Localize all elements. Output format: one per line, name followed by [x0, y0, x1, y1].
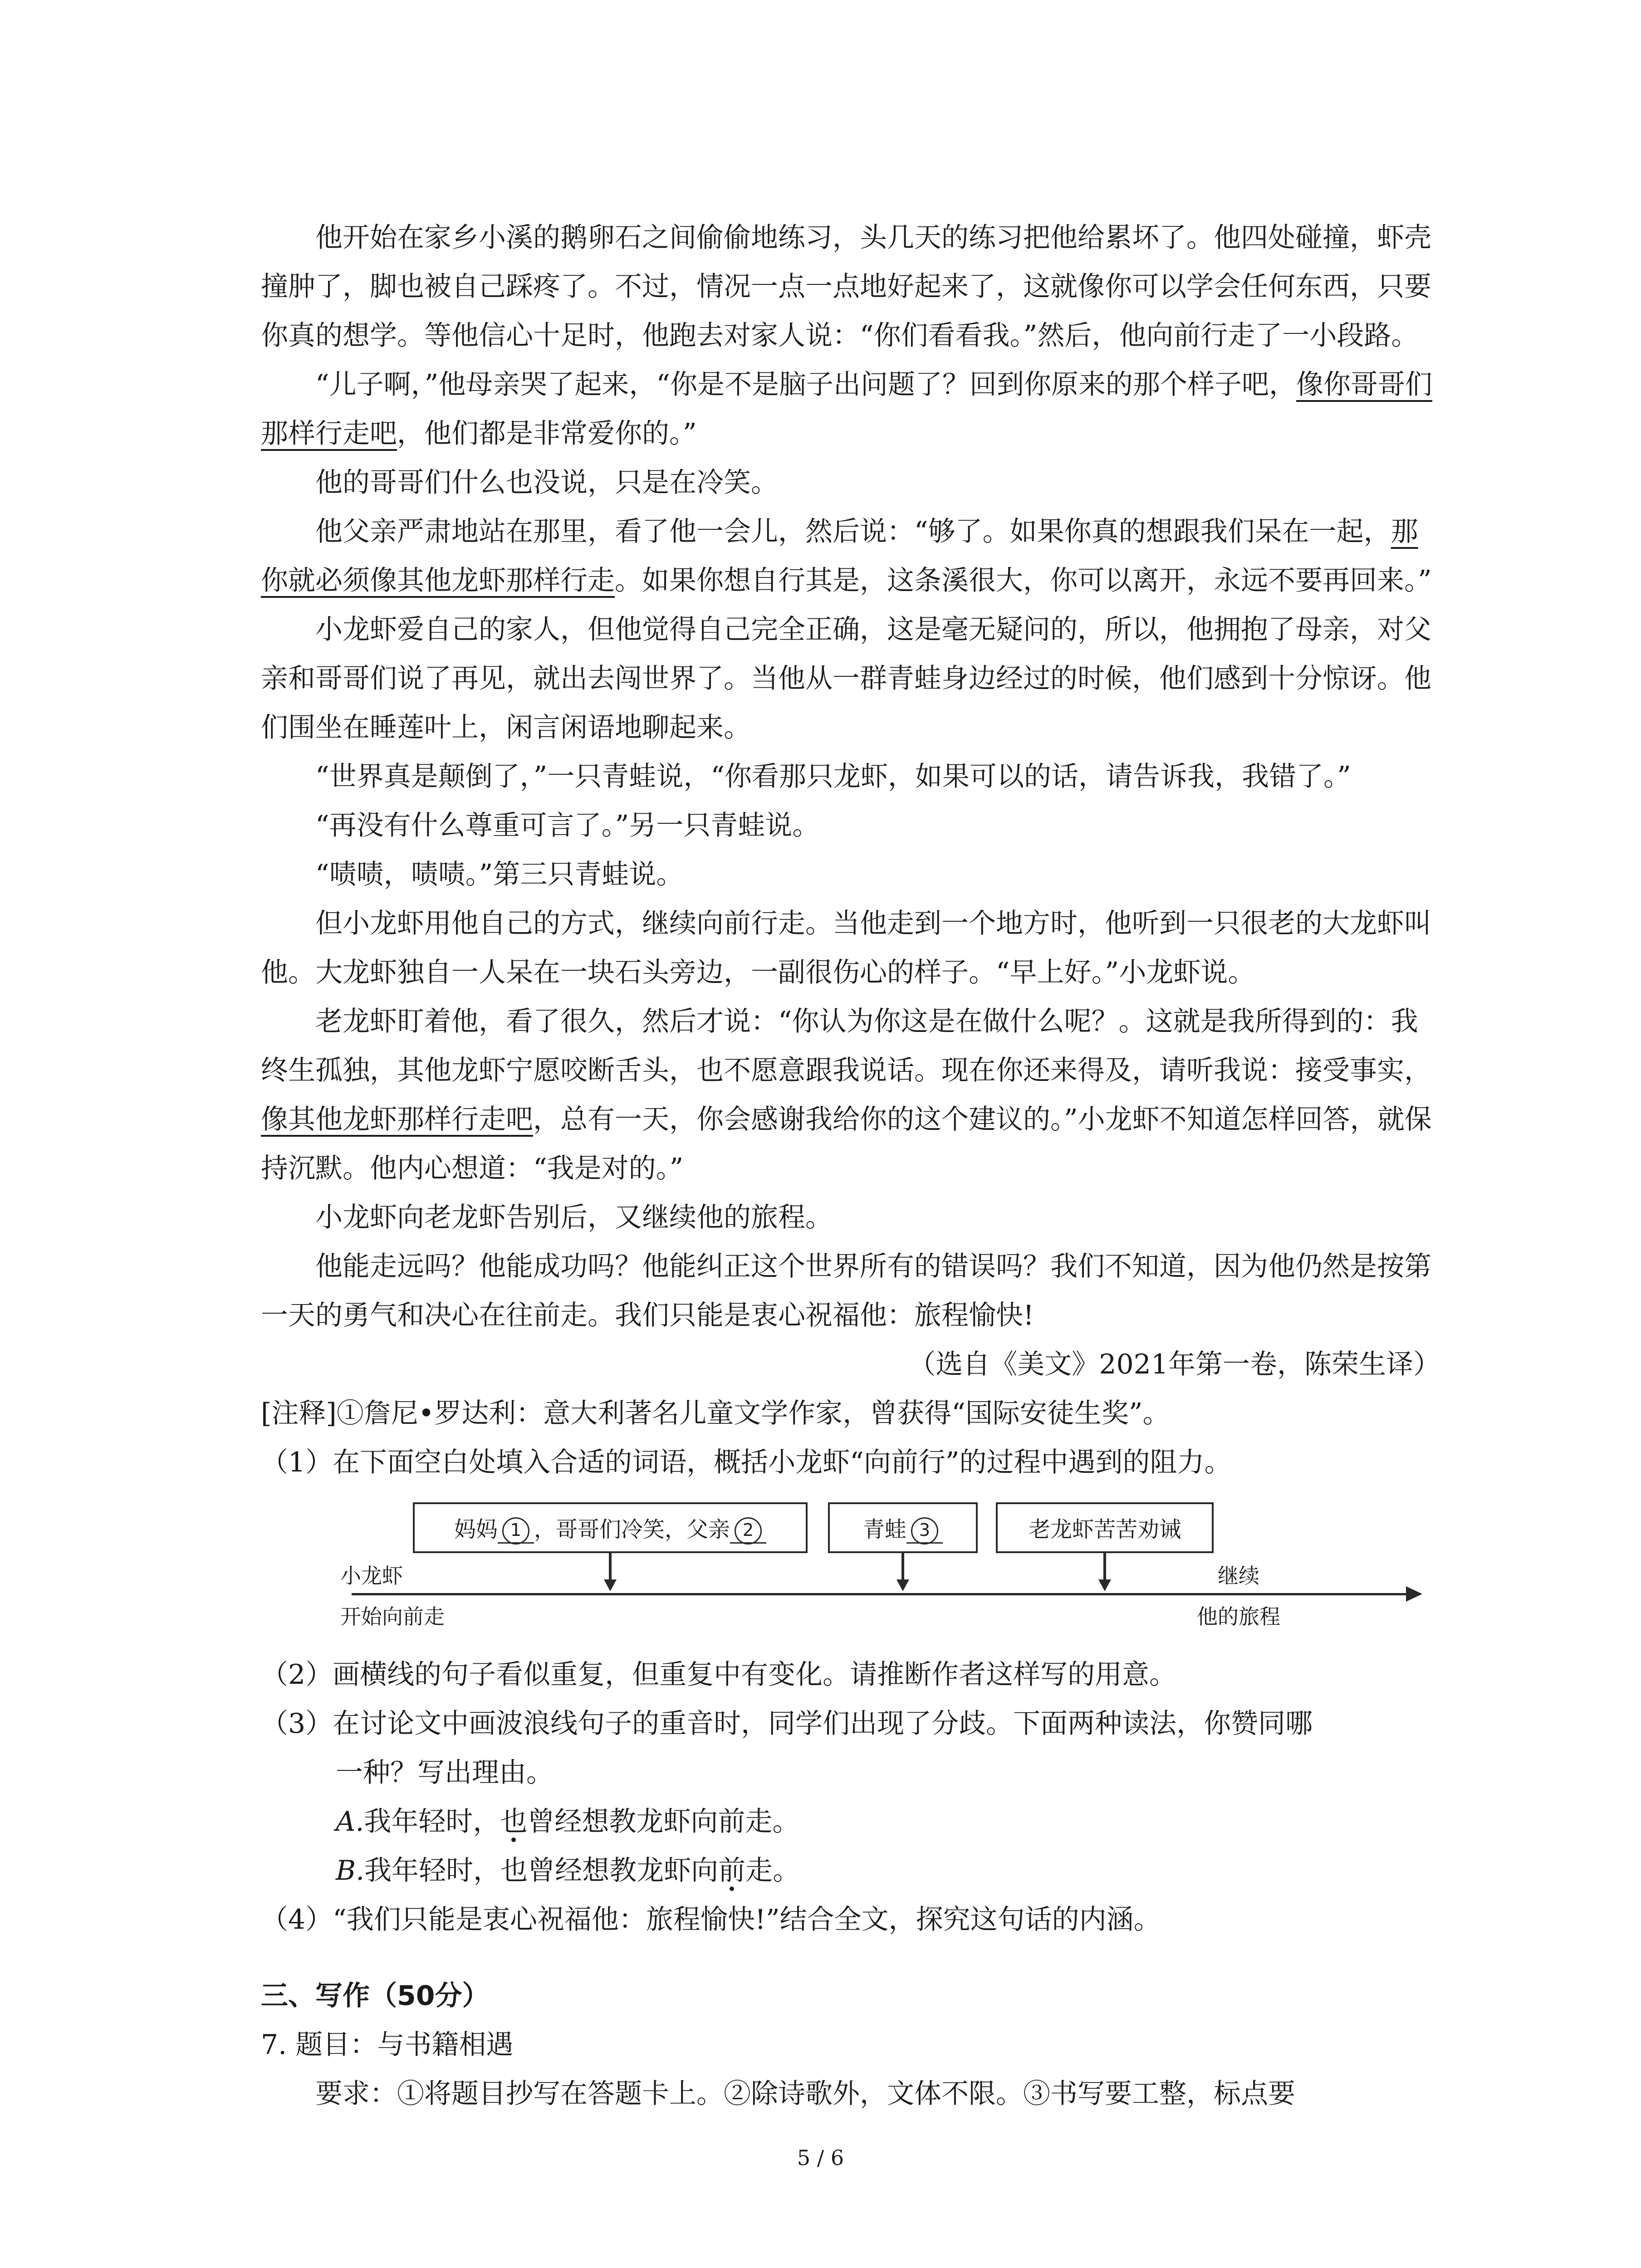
option-a-post: 曾经想教龙虾向前走。: [527, 1806, 800, 1838]
paragraph-6: “世界真是颠倒了，”一只青蛙说，“你看那只龙虾，如果可以的话，请告诉我，我错了。”: [315, 761, 1351, 792]
paragraph-5: 小龙虾爱自己的家人，但他觉得自己完全正确，这是毫无疑问的，所以，他拥抱了母亲，对父亲和哥哥们说了再见，就出去闯世界了。当他从一群青蛙身边经过的时候，他们感到十分惊讶。他们围坐在睡莲叶上，闲言闲语地聊起来。: [261, 614, 1431, 743]
section-title-writing: 三、写作（50分）: [261, 1980, 490, 2012]
reading-option-b: [261, 1846, 1440, 1895]
paragraph-7: “再没有什么尊重可言了。”另一只青蛙说。: [315, 810, 820, 841]
option-b-pre: 我年轻时，也曾经想教龙虾向: [364, 1855, 719, 1887]
paragraph-9: 但小龙虾用他自己的方式，继续向前行走。当他走到一个地方时，他听到一只很老的大龙虾叫他。大龙虾独自一人呆在一块石头旁边，一副很伤心的样子。“早上好。”小龙虾说。: [261, 908, 1431, 988]
writing-requirements: 要求：①将题目抄写在答题卡上。②除诗歌外，文体不限。③书写要工整，标点要: [315, 2078, 1295, 2110]
paragraph-2-text-a: “儿子啊，”他母亲哭了起来，“你是不是脑子出问题了？回到你原来的那个样子吧，: [315, 369, 1297, 401]
timeline-arrowhead: [1406, 1586, 1422, 1602]
option-b-post: 走。: [745, 1855, 800, 1887]
underlined-sentence-1: 像你哥哥们那样行走吧: [261, 369, 1433, 450]
paragraph-2-text-b: ，他们都是非常爱你的。”: [397, 418, 697, 450]
down-arrow-3: [1103, 1553, 1106, 1580]
paragraph-11: 小龙虾向老龙虾告别后，又继续他的旅程。: [315, 1202, 833, 1233]
circled-number-1: 1: [502, 1517, 529, 1545]
source-citation: （选自《美文》2021年第一卷，陈荣生译）: [908, 1349, 1440, 1380]
box-2-text: 青蛙: [862, 1517, 906, 1542]
paragraph-2: [261, 360, 1440, 458]
paragraph-12: 他能走远吗？他能成功吗？他能纠正这个世界所有的错误吗？我们不知道，因为他仍然是按第一天的勇气和决心在往前走。我们只能是衷心祝福他：旅程愉快!: [261, 1251, 1431, 1331]
paragraph-1: 他开始在家乡小溪的鹅卵石之间偷偷地练习，头几天的练习把他给累坏了。他四处碰撞，虾壳撞肿了，脚也被自己踩疼了。不过，情况一点一点地好起来了，这就像你可以学会任何东西，只要你真的想学。等他信心十足时，他跑去对家人说：“你们看看我。”然后，他向前行走了一小段路。: [261, 222, 1431, 352]
reading-option-a: [261, 1797, 1440, 1846]
question-7: 7. 题目：与书籍相遇: [261, 2029, 514, 2061]
start-label-2: 开始向前走: [340, 1604, 445, 1629]
obstacle-diagram: [261, 1494, 1440, 1644]
diagram-box-old-lobster: [996, 1502, 1214, 1553]
paragraph-10: [261, 997, 1440, 1193]
underlined-sentence-2: 那你就必须像其他龙虾那样行走: [261, 516, 1418, 596]
box-1-text-a: 妈妈: [454, 1517, 498, 1542]
circled-number-2: 2: [735, 1517, 762, 1545]
down-arrow-2: [901, 1553, 904, 1580]
question-1: （1）在下面空白处填入合适的词语，概括小龙虾“向前行”的过程中遇到的阻力。: [261, 1447, 1232, 1478]
blank-1: [498, 1517, 534, 1544]
option-b-stressed: 前: [718, 1855, 746, 1887]
paragraph-10-text-a: 老龙虾盯着他，看了很久，然后才说：“你认为你这是在做什么呢？。这就是我所得到的：我终生孤独，其他龙虾宁愿咬断舌头，也不愿意跟我说话。现在你还来得及，请听我说：接受事实，: [261, 1006, 1431, 1086]
paragraph-4-text-b: 。如果你想自行其是，这条溪很大，你可以离开，永远不要再回来。”: [615, 565, 1432, 596]
paragraph-3: 他的哥哥们什么也没说，只是在冷笑。: [315, 467, 778, 499]
question-4: （4）“我们只能是衷心祝福他：旅程愉快!”结合全文，探究这句话的内涵。: [261, 1904, 1161, 1936]
option-b-letter: B.: [336, 1855, 365, 1887]
option-a-letter: A.: [336, 1806, 364, 1838]
paragraph-4: [261, 507, 1440, 605]
underlined-sentence-3: 像其他龙虾那样行走吧: [261, 1104, 533, 1135]
start-label-1: 小龙虾: [340, 1564, 403, 1588]
document-body: [261, 213, 1440, 2118]
paragraph-4-text-a: 他父亲严肃地站在那里，看了他一会儿，然后说：“够了。如果你真的想跟我们呆在一起，: [315, 516, 1391, 547]
annotation-note: [注释]①詹尼•罗达利：意大利著名儿童文学作家，曾获得“国际安徒生奖”。: [261, 1398, 1170, 1429]
question-3-continued: 一种？写出理由。: [336, 1757, 554, 1789]
blank-2: [730, 1517, 766, 1544]
end-label-2: 他的旅程: [1197, 1604, 1280, 1629]
paragraph-10-text-b: ，总有一天，你会感谢我给你的这个建议的。”小龙虾不知道怎样回答，就保持沉默。他内心想道：“我是对的。”: [261, 1104, 1432, 1184]
box-3-text: 老龙虾苦苦劝诫: [1028, 1517, 1181, 1542]
timeline-axis: [352, 1593, 1409, 1595]
blank-3: [906, 1517, 943, 1544]
question-2: （2）画横线的句子看似重复，但重复中有变化。请推断作者这样写的用意。: [261, 1659, 1177, 1691]
box-1-text-b: ，哥哥们冷笑，父亲: [534, 1517, 730, 1542]
circled-number-3: 3: [911, 1517, 938, 1545]
page-number: 5 / 6: [797, 2146, 844, 2170]
option-a-stressed: 也: [500, 1806, 528, 1838]
down-arrow-1: [609, 1553, 612, 1580]
end-label-1: 继续: [1218, 1564, 1259, 1588]
question-3: （3）在讨论文中画波浪线句子的重音时，同学们出现了分歧。下面两种读法，你赞同哪: [261, 1708, 1313, 1740]
diagram-box-frogs: [828, 1502, 978, 1553]
diagram-box-mother: [413, 1502, 808, 1553]
paragraph-8: “啧啧，啧啧。”第三只青蛙说。: [315, 859, 684, 890]
option-a-pre: 我年轻时，: [364, 1806, 500, 1838]
